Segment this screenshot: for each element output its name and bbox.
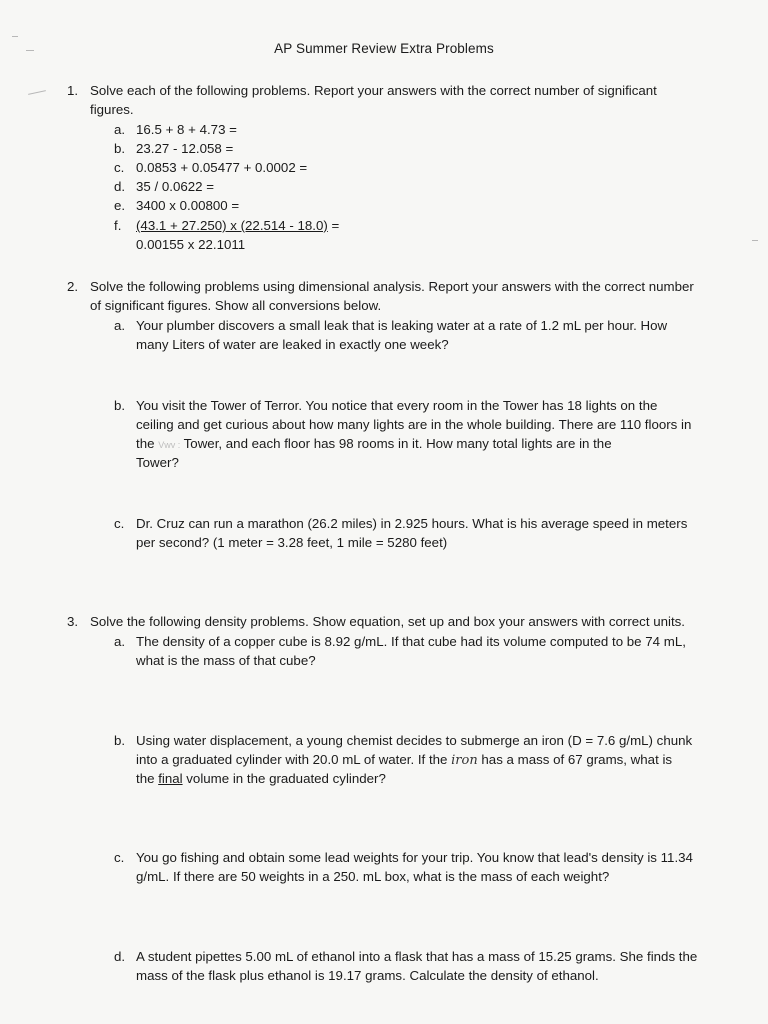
q1-item-letter: c.	[114, 160, 125, 175]
q2-b-text: the	[136, 436, 159, 451]
question-2-number: 2.	[67, 279, 79, 294]
q1-item-letter: d.	[114, 179, 126, 194]
q1-item-d: 35 / 0.0622 =	[136, 179, 215, 194]
q2-item-b-cont-2	[136, 434, 612, 455]
question-2-prompt: Solve the following problems using dimensional analysis. Report your answers with the correct number	[90, 279, 694, 294]
q1-item-b: 23.27 - 12.058 =	[136, 141, 234, 156]
scan-mark	[28, 90, 46, 95]
q1-item-f-equals: =	[327, 218, 340, 233]
q3-b-text: has a mass of 67 grams, what is	[477, 752, 673, 767]
q3-b-text: into a graduated cylinder with 20.0 mL of water. If the	[136, 752, 452, 767]
q2-b-erased-text: Vwv :	[158, 440, 181, 450]
question-1-number: 1.	[67, 83, 79, 98]
q2-item-c: Dr. Cruz can run a marathon (26.2 miles) in 2.925 hours. What is his average speed in meters	[136, 516, 688, 531]
q2-item-b-cont-3: Tower?	[136, 455, 179, 470]
q1-item-letter: b.	[114, 141, 126, 156]
page-title: AP Summer Review Extra Problems	[274, 41, 494, 56]
q3-item-a: The density of a copper cube is 8.92 g/mL. If that cube had its volume computed to be 74 mL,	[136, 634, 686, 649]
q3-item-letter: c.	[114, 850, 125, 865]
scan-mark	[12, 36, 18, 37]
q2-item-b-cont: ceiling and get curious about how many lights are in the whole building. There are 110 floors in	[136, 417, 692, 432]
q2-item-b: You visit the Tower of Terror. You notice that every room in the Tower has 18 lights on the	[136, 398, 658, 413]
question-2-prompt-cont: of significant figures. Show all conversions below.	[90, 298, 382, 313]
q2-b-text: Tower, and each floor has 98 rooms in it. How many total lights are in the	[180, 436, 612, 451]
q2-item-letter: a.	[114, 318, 126, 333]
q3-item-b: Using water displacement, a young chemist decides to submerge an iron (D = 7.6 g/mL) chunk	[136, 733, 693, 748]
q3-item-c-cont: g/mL. If there are 50 weights in a 250. mL box, what is the mass of each weight?	[136, 869, 610, 884]
question-3-number: 3.	[67, 614, 79, 629]
q1-item-f-numerator-row	[136, 216, 339, 235]
q3-item-letter: d.	[114, 949, 126, 964]
q1-item-f-denominator: 0.00155 x 22.1011	[136, 237, 246, 252]
q3-item-b-cont-2	[136, 769, 386, 788]
q3-b-handwritten-word: iron	[451, 753, 478, 768]
q2-item-letter: c.	[114, 516, 125, 531]
q3-item-c: You go fishing and obtain some lead weights for your trip. You know that lead's density is 11.34	[136, 850, 693, 865]
q3-item-a-cont: what is the mass of that cube?	[136, 653, 316, 668]
q3-item-d: A student pipettes 5.00 mL of ethanol into a flask that has a mass of 15.25 grams. She finds the	[136, 949, 698, 964]
q1-item-a: 16.5 + 8 + 4.73 =	[136, 122, 237, 137]
q1-item-letter: e.	[114, 198, 126, 213]
q1-item-letter: f.	[114, 218, 122, 233]
q2-item-letter: b.	[114, 398, 126, 413]
question-1-prompt: Solve each of the following problems. Report your answers with the correct number of significant	[90, 83, 657, 98]
q3-b-text: the	[136, 771, 159, 786]
q3-b-underlined-word: final	[158, 771, 183, 786]
scan-mark	[752, 240, 758, 241]
q3-item-d-cont: mass of the flask plus ethanol is 19.17 grams. Calculate the density of ethanol.	[136, 968, 599, 983]
q3-item-b-cont	[136, 750, 672, 770]
question-1-prompt-cont: figures.	[90, 102, 134, 117]
q1-item-f-numerator: (43.1 + 27.250) x (22.514 - 18.0)	[136, 218, 328, 233]
q1-item-c: 0.0853 + 0.05477 + 0.0002 =	[136, 160, 308, 175]
q2-item-c-cont: per second? (1 meter = 3.28 feet, 1 mile = 5280 feet)	[136, 535, 448, 550]
q2-item-a-cont: many Liters of water are leaked in exactly one week?	[136, 337, 449, 352]
q1-item-letter: a.	[114, 122, 126, 137]
q3-item-letter: b.	[114, 733, 126, 748]
question-3-prompt: Solve the following density problems. Show equation, set up and box your answers with correct units.	[90, 614, 685, 629]
q1-item-e: 3400 x 0.00800 =	[136, 198, 240, 213]
q3-b-text: volume in the graduated cylinder?	[182, 771, 386, 786]
q3-item-letter: a.	[114, 634, 126, 649]
q2-item-a: Your plumber discovers a small leak that is leaking water at a rate of 1.2 mL per hour. How	[136, 318, 668, 333]
